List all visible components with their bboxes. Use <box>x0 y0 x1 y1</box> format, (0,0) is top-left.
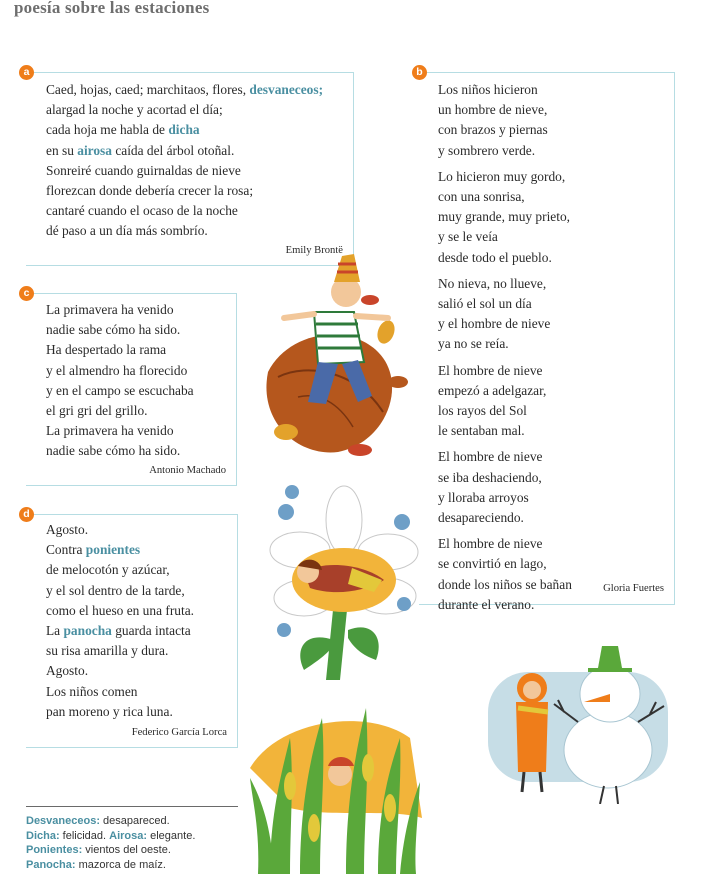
poem-d-lines <box>46 520 194 722</box>
poem-line: y sombrero verde. <box>438 142 536 158</box>
poem-line <box>46 581 194 601</box>
winter-snowman-illustration <box>488 632 678 804</box>
poem-c-box <box>26 293 237 486</box>
poem-c-badge: c <box>19 286 34 301</box>
line-text: pan moreno y rica luna. <box>46 703 173 719</box>
line-text: nadie sabe cómo ha sido. <box>46 443 181 459</box>
poem-line <box>46 441 194 461</box>
poem-a-badge: a <box>19 65 34 80</box>
line-text: y en el campo se escuchaba <box>46 382 194 398</box>
glossary-term: Ponientes: <box>26 844 83 857</box>
glossary-entry <box>26 843 238 858</box>
poem-line <box>46 560 194 580</box>
highlighted-word: panocha <box>63 623 112 639</box>
poem-line: un hombre de nieve, <box>438 102 548 118</box>
glossary-entry <box>26 829 238 844</box>
poem-line: ya no se reía. <box>438 336 509 352</box>
poem-b-box <box>419 72 675 612</box>
poem-line: le sentaban mal. <box>438 423 525 439</box>
poem-line <box>46 161 323 181</box>
line-text: y el sol dentro de la tarde, <box>46 582 185 598</box>
poem-line: los rayos del Sol <box>438 403 527 419</box>
poem-d-box <box>26 514 238 748</box>
poem-line <box>46 320 194 340</box>
stanza <box>438 534 572 615</box>
line-text: Contra <box>46 542 86 558</box>
line-text: dé paso a un día más sombrío. <box>46 223 208 239</box>
line-text: nadie sabe cómo ha sido. <box>46 322 181 338</box>
stanza <box>438 447 572 528</box>
poem-line <box>46 621 194 641</box>
glossary-definition: felicidad. <box>59 829 110 842</box>
poem-line: No nieva, no llueve, <box>438 275 547 291</box>
highlighted-word: desvaneceos; <box>249 82 324 97</box>
poem-b-lines <box>438 80 572 621</box>
poem-line <box>46 661 194 681</box>
line-text: La primavera ha venido <box>46 423 174 439</box>
poem-d-badge: d <box>19 507 34 522</box>
poem-line <box>46 300 194 320</box>
glossary-term: Dicha: <box>26 829 60 842</box>
glossary-entry <box>26 814 238 829</box>
poem-line: durante el verano. <box>438 596 535 612</box>
poem-a-lines <box>46 80 323 242</box>
summer-corn-illustration <box>250 698 422 874</box>
autumn-boy-illustration <box>258 252 416 462</box>
line-text: Sonreiré cuando guirnaldas de nieve <box>46 162 241 178</box>
glossary-definition: mazorca de maíz. <box>75 858 166 871</box>
line-text: cantaré cuando el ocaso de la noche <box>46 203 238 219</box>
glossary-definition: vientos del oeste. <box>82 844 171 857</box>
poem-line <box>46 141 323 161</box>
highlighted-word: airosa <box>77 142 112 158</box>
poem-line: y lloraba arroyos <box>438 489 529 505</box>
line-text: su risa amarilla y dura. <box>46 643 169 659</box>
poem-c-author: Antonio Machado <box>149 465 226 476</box>
poem-line: empezó a adelgazar, <box>438 382 547 398</box>
glossary-definition: elegante. <box>147 829 196 842</box>
poem-line: El hombre de nieve <box>438 362 543 378</box>
poem-line <box>46 381 194 401</box>
poem-a-author: Emily Brontë <box>285 245 343 256</box>
poem-line <box>46 100 323 120</box>
glossary <box>26 806 238 872</box>
poem-b-author: Gloria Fuertes <box>603 583 664 594</box>
poem-b-badge: b <box>412 65 427 80</box>
poem-line: Lo hicieron muy gordo, <box>438 168 566 184</box>
poem-line: con una sonrisa, <box>438 189 525 205</box>
poem-line: con brazos y piernas <box>438 122 548 138</box>
highlighted-word: dicha <box>168 122 200 138</box>
poem-line: donde los niños se bañan <box>438 576 572 592</box>
poem-d-author: Federico García Lorca <box>131 727 227 738</box>
line-text: La primavera ha venido <box>46 302 174 317</box>
poem-line: desde todo el pueblo. <box>438 249 552 265</box>
poem-line <box>46 340 194 360</box>
poem-line: salió el sol un día <box>438 296 532 312</box>
line-text: Caed, hojas, caed; marchitaos, flores, <box>46 82 250 97</box>
poem-line: desapareciendo. <box>438 510 524 526</box>
poem-line: El hombre de nieve <box>438 449 543 465</box>
line-text: caída del árbol otoñal. <box>111 142 235 158</box>
poem-line <box>46 201 323 221</box>
poem-line <box>46 520 194 540</box>
poem-line <box>46 641 194 661</box>
line-text: La <box>46 623 64 639</box>
glossary-term: Airosa: <box>109 829 148 842</box>
line-text: alargad la noche y acortad el día; <box>46 102 223 118</box>
line-text: el gri gri del grillo. <box>46 403 148 419</box>
poem-line <box>46 181 323 201</box>
poem-line: El hombre de nieve <box>438 536 543 552</box>
line-text: de melocotón y azúcar, <box>46 562 170 578</box>
poem-line <box>46 361 194 381</box>
line-text: florezcan donde debería crecer la rosa; <box>46 183 254 199</box>
poem-line <box>46 682 194 702</box>
line-text: Los niños comen <box>46 683 138 699</box>
poem-line <box>46 120 323 140</box>
poem-line <box>46 702 194 722</box>
page-title: poesía sobre las estaciones <box>14 0 210 17</box>
poem-line: muy grande, muy prieto, <box>438 209 571 225</box>
stanza <box>438 167 572 268</box>
line-text: en su <box>46 142 78 158</box>
line-text: Ha despertado la rama <box>46 342 167 358</box>
poem-line: y el hombre de nieve <box>438 316 551 332</box>
poem-c-lines <box>46 300 194 462</box>
poem-line <box>46 421 194 441</box>
poem-line <box>46 401 194 421</box>
glossary-definition: desapareced. <box>100 815 170 827</box>
glossary-entry <box>26 858 238 873</box>
poem-line <box>46 80 323 100</box>
stanza <box>438 80 572 161</box>
line-text: Agosto. <box>46 522 89 537</box>
poem-line <box>46 221 323 241</box>
poem-line <box>46 601 194 621</box>
highlighted-word: ponientes <box>85 542 141 558</box>
line-text: como el hueso en una fruta. <box>46 602 194 618</box>
line-text: cada hoja me habla de <box>46 122 169 138</box>
glossary-term: Desvaneceos: <box>26 815 100 827</box>
poem-a-box <box>26 72 354 266</box>
poem-line: Los niños hicieron <box>438 82 538 97</box>
stanza <box>438 274 572 355</box>
line-text: guarda intacta <box>111 623 191 639</box>
spring-girl-flower-illustration <box>264 480 424 680</box>
poem-line: y se le veía <box>438 229 498 245</box>
glossary-term: Panocha: <box>26 858 76 871</box>
stanza <box>438 361 572 442</box>
poem-line <box>46 540 194 560</box>
poem-line: se iba deshaciendo, <box>438 469 542 485</box>
poem-line: se convirtió en lago, <box>438 556 547 572</box>
line-text: y el almendro ha florecido <box>46 362 188 378</box>
line-text: Agosto. <box>46 663 89 679</box>
